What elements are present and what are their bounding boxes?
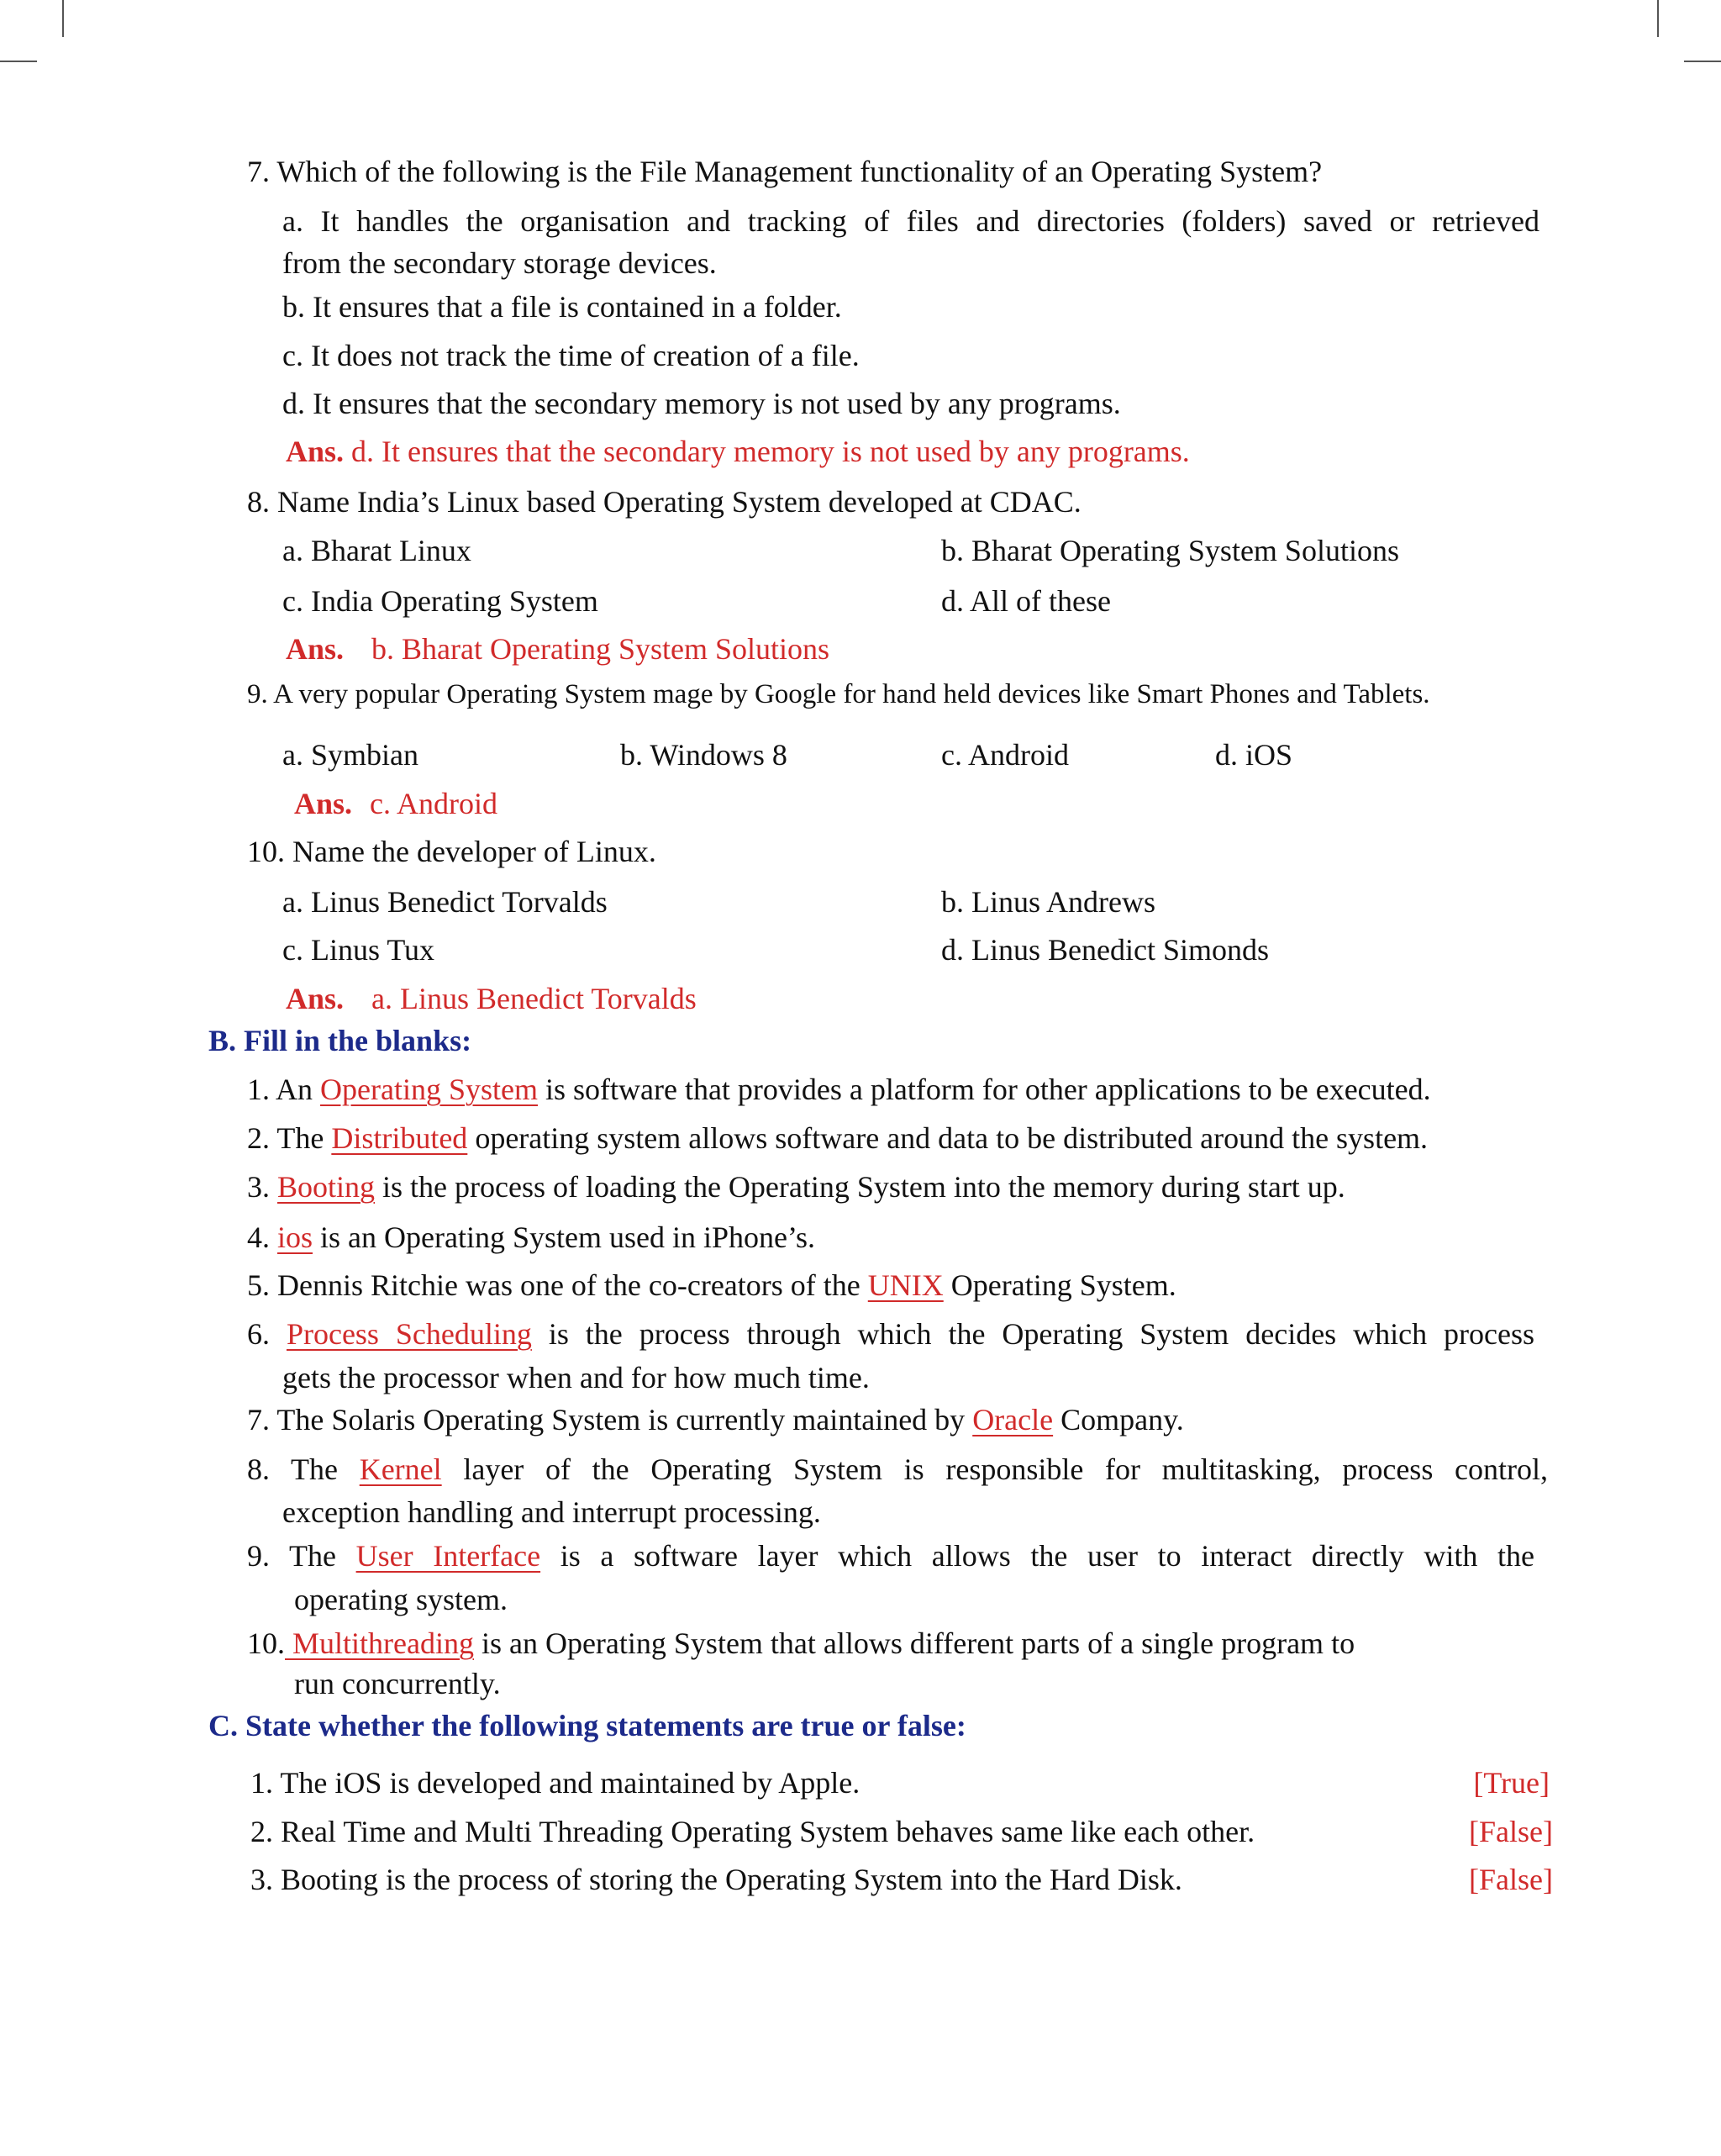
q7-option-d: d. It ensures that the secondary memory is not used by any programs. bbox=[282, 387, 1121, 420]
q7-option-a-line2: from the secondary storage devices. bbox=[282, 246, 717, 280]
question-8: 8. Name India’s Linux based Operating System developed at CDAC. bbox=[247, 485, 1082, 519]
answer-text: c. Android bbox=[370, 787, 498, 820]
answer-text: b. Bharat Operating System Solutions bbox=[371, 632, 829, 666]
blank-answer: Multithreading bbox=[285, 1626, 474, 1660]
question-9: 9. A very popular Operating System mage by Google for hand held devices like Smart Phones and Tablets. bbox=[247, 679, 1430, 709]
true-false-1: 1. The iOS is developed and maintained by Apple. bbox=[250, 1766, 860, 1800]
fill-blank-6: 6. Process Scheduling is the process through which the Operating System decides which process bbox=[247, 1317, 1535, 1351]
true-false-answer-3: [False] bbox=[1469, 1863, 1553, 1896]
blank-answer: User Interface bbox=[355, 1539, 541, 1573]
fill-blank-6-cont: gets the processor when and for how much time. bbox=[282, 1361, 870, 1394]
fill-blank-9-cont: operating system. bbox=[294, 1583, 508, 1616]
q8-option-b: b. Bharat Operating System Solutions bbox=[941, 534, 1399, 567]
answer-label: Ans. bbox=[286, 982, 345, 1015]
q8-option-d: d. All of these bbox=[941, 584, 1111, 618]
fill-blank-8-cont: exception handling and interrupt processing. bbox=[282, 1495, 821, 1529]
question-10: 10. Name the developer of Linux. bbox=[247, 835, 656, 868]
q8-option-a: a. Bharat Linux bbox=[282, 534, 471, 567]
q9-option-c: c. Android bbox=[941, 738, 1069, 772]
true-false-answer-1: [True] bbox=[1473, 1766, 1550, 1800]
answer-label: Ans. bbox=[294, 787, 353, 820]
q9-option-d: d. iOS bbox=[1215, 738, 1293, 772]
blank-answer: Process Scheduling bbox=[286, 1317, 532, 1351]
q7-option-c: c. It does not track the time of creation of a file. bbox=[282, 339, 860, 372]
fill-blank-7: 7. The Solaris Operating System is currently maintained by Oracle Company. bbox=[247, 1403, 1184, 1436]
blank-answer: Operating System bbox=[320, 1073, 538, 1106]
fill-blank-10: 10. Multithreading is an Operating System that allows different parts of a single program to bbox=[247, 1626, 1355, 1660]
blank-answer: Distributed bbox=[331, 1121, 468, 1155]
q8-answer bbox=[286, 634, 829, 664]
blank-answer: Kernel bbox=[359, 1452, 442, 1486]
q7-option-a-line1: a. It handles the organisation and tracking of files and directories (folders) saved or retrieved bbox=[282, 204, 1539, 238]
q10-option-c: c. Linus Tux bbox=[282, 933, 435, 967]
fill-blank-3: 3. Booting is the process of loading the Operating System into the memory during start up. bbox=[247, 1170, 1345, 1204]
q10-option-d: d. Linus Benedict Simonds bbox=[941, 933, 1269, 967]
fill-blank-9: 9. The User Interface is a software layer which allows the user to interact directly with the bbox=[247, 1539, 1535, 1573]
blank-answer: Oracle bbox=[972, 1403, 1054, 1436]
true-false-3: 3. Booting is the process of storing the Operating System into the Hard Disk. bbox=[250, 1863, 1182, 1896]
q9-option-a: a. Symbian bbox=[282, 738, 418, 772]
q9-answer bbox=[294, 788, 497, 819]
blank-answer: UNIX bbox=[867, 1268, 944, 1302]
section-c-heading: C. State whether the following statements are true or false: bbox=[208, 1709, 966, 1742]
q10-option-b: b. Linus Andrews bbox=[941, 885, 1155, 919]
answer-label: Ans. bbox=[286, 632, 345, 666]
fill-blank-1: 1. An Operating System is software that provides a platform for other applications to be executed. bbox=[247, 1073, 1431, 1106]
blank-answer: Booting bbox=[277, 1170, 376, 1204]
fill-blank-4: 4. ios is an Operating System used in iPhone’s. bbox=[247, 1220, 815, 1254]
fill-blank-10-cont: run concurrently. bbox=[294, 1667, 501, 1700]
true-false-2: 2. Real Time and Multi Threading Operating System behaves same like each other. bbox=[250, 1815, 1255, 1848]
section-b-heading: B. Fill in the blanks: bbox=[208, 1024, 472, 1057]
answer-text: a. Linus Benedict Torvalds bbox=[371, 982, 697, 1015]
true-false-answer-2: [False] bbox=[1469, 1815, 1553, 1848]
answer-text: d. It ensures that the secondary memory is not used by any programs. bbox=[351, 435, 1190, 468]
q8-option-c: c. India Operating System bbox=[282, 584, 598, 618]
fill-blank-5: 5. Dennis Ritchie was one of the co-creators of the UNIX Operating System. bbox=[247, 1268, 1176, 1302]
q10-answer bbox=[286, 983, 697, 1014]
q7-option-b: b. It ensures that a file is contained in a folder. bbox=[282, 290, 842, 324]
blank-answer: ios bbox=[277, 1220, 313, 1254]
question-7: 7. Which of the following is the File Management functionality of an Operating System? bbox=[247, 155, 1323, 188]
fill-blank-2: 2. The Distributed operating system allows software and data to be distributed around the system. bbox=[247, 1121, 1429, 1155]
q7-answer bbox=[286, 436, 1190, 467]
q10-option-a: a. Linus Benedict Torvalds bbox=[282, 885, 608, 919]
fill-blank-8: 8. The Kernel layer of the Operating System is responsible for multitasking, process control, bbox=[247, 1452, 1548, 1486]
q9-option-b: b. Windows 8 bbox=[620, 738, 787, 772]
answer-label: Ans. bbox=[286, 435, 345, 468]
